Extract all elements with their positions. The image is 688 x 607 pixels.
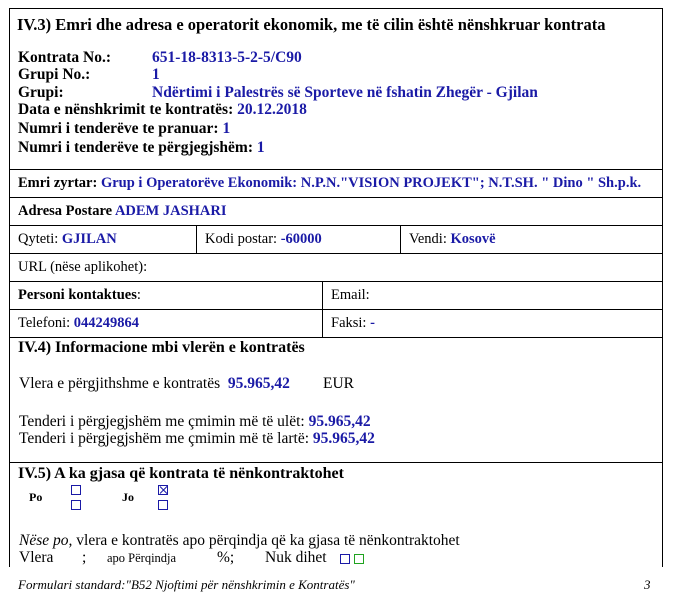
lowest-value: 95.965,42 — [308, 413, 371, 430]
postal-address-row — [9, 198, 663, 226]
group-line — [18, 84, 538, 102]
sign-date-line — [18, 101, 307, 119]
postal-address-value: ADEM JASHARI — [114, 203, 227, 219]
highest-label: Tenderi i përgjegjshëm me çmimin më të lartë: — [19, 430, 310, 447]
postal-code-value: -60000 — [280, 231, 322, 247]
contract-no-value: 651-18-8313-5-2-5/C90 — [152, 49, 302, 66]
email-label: Email: — [322, 282, 370, 309]
group-value: Ndërtimi i Palestrës së Sporteve në fshatin Zhegër - Gjilan — [152, 84, 538, 101]
unknown-checkbox-blue[interactable] — [340, 554, 350, 564]
contact-person-label: Personi kontaktues — [18, 287, 137, 303]
official-name-cell: Emri zyrtar: Grup i Operatorëve Ekonomik: N.P.N."VISION PROJEKT"; N.T.SH. " Dino " Sh.p.k. — [18, 175, 642, 191]
section-iv5-title: IV.5) A ka gjasa që kontrata të nënkontraktohet — [18, 465, 344, 482]
city-row — [9, 226, 663, 254]
official-name-row — [9, 170, 663, 198]
fax-value: - — [370, 315, 375, 331]
fax-label: Faksi: — [331, 315, 367, 331]
phone-value: 044249864 — [73, 315, 140, 331]
group-no-line — [18, 66, 160, 84]
yes-checkbox-top[interactable] — [71, 485, 81, 495]
value-label: Vlera — [19, 549, 54, 566]
tenders-received-value: 1 — [222, 120, 231, 137]
group-no-value: 1 — [152, 66, 160, 83]
contact-person-cell: Personi kontaktues: — [18, 287, 141, 303]
if-yes-line — [19, 532, 460, 550]
country-cell — [400, 226, 496, 253]
percent-suffix: %; — [217, 549, 235, 566]
semicolon: ; — [82, 549, 87, 566]
group-no-label: Grupi No.: — [18, 66, 91, 83]
yes-checkbox[interactable] — [71, 500, 81, 510]
postal-address-cell — [10, 198, 227, 225]
section-iv4-title: IV.4) Informacione mbi vlerën e kontratës — [18, 339, 305, 356]
page-number: 3 — [644, 577, 651, 592]
no-checkbox-checked[interactable] — [158, 485, 168, 495]
unknown-label: Nuk dihet — [265, 549, 327, 566]
total-value: 95.965,42 — [227, 375, 290, 392]
no-checkbox[interactable] — [158, 500, 168, 510]
contact-row — [9, 282, 663, 310]
total-value-label: Vlera e përgjithshme e kontratës — [19, 375, 221, 392]
official-name-label: Emri zyrtar — [18, 175, 93, 191]
percent-label: apo Përqindja — [107, 551, 177, 565]
highest-line — [19, 430, 375, 448]
group-label: Grupi: — [18, 84, 64, 101]
official-name-value: Grup i Operatorëve Ekonomik: N.P.N."VISION PROJEKT"; N.T.SH. " Dino " Sh.p.k. — [100, 175, 642, 191]
phone-cell — [10, 310, 139, 337]
phone-label: Telefoni: — [18, 315, 71, 331]
sign-date-value: 20.12.2018 — [237, 101, 307, 118]
tenders-received-line — [18, 120, 230, 138]
tenders-responsive-line — [18, 139, 265, 157]
highest-value: 95.965,42 — [312, 430, 375, 447]
yes-label: Po — [29, 490, 43, 504]
if-yes-text: vlera e kontratës apo përqindja që ka gjasa të nënkontraktohet — [76, 532, 460, 549]
lowest-line — [19, 413, 371, 431]
url-row — [9, 254, 663, 282]
country-label: Vendi: — [409, 231, 447, 247]
url-label: URL (nëse aplikohet): — [18, 259, 148, 275]
section-iv5 — [9, 463, 663, 567]
contract-no-line — [18, 49, 302, 67]
postal-address-label: Adresa Postare — [18, 203, 113, 219]
tenders-responsive-value: 1 — [256, 139, 265, 156]
postal-code-label: Kodi postar: — [205, 231, 278, 247]
tenders-responsive-label: Numri i tenderëve te përgjegjshëm: — [18, 139, 253, 156]
contract-no-label: Kontrata No.: — [18, 49, 111, 66]
unknown-checkbox-green[interactable] — [354, 554, 364, 564]
section-iv4 — [9, 337, 663, 463]
no-label: Jo — [122, 490, 134, 504]
sign-date-label: Data e nënshkrimit te kontratës: — [18, 101, 234, 118]
section-iv3 — [9, 8, 663, 170]
tenders-received-label: Numri i tenderëve te pranuar: — [18, 120, 219, 137]
if-yes-italic: Nëse po, — [19, 532, 73, 549]
lowest-label: Tenderi i përgjegjshëm me çmimin më të ulët: — [19, 413, 305, 430]
phone-row — [9, 310, 663, 338]
city-label: Qyteti: — [18, 231, 59, 247]
city-value: GJILAN — [61, 231, 117, 247]
currency: EUR — [323, 375, 354, 392]
section-iv3-title: IV.3) Emri dhe adresa e operatorit ekonomik, me të cilin është nënshkruar kontrata — [17, 15, 606, 34]
fax-cell — [322, 310, 375, 337]
postal-code-cell — [196, 226, 322, 253]
footer-form-name: Formulari standard:"B52 Njoftimi për nënshkrimin e Kontratës" — [18, 577, 355, 592]
country-value: Kosovë — [450, 231, 496, 247]
city-cell — [10, 226, 117, 253]
total-value-line — [19, 375, 290, 393]
